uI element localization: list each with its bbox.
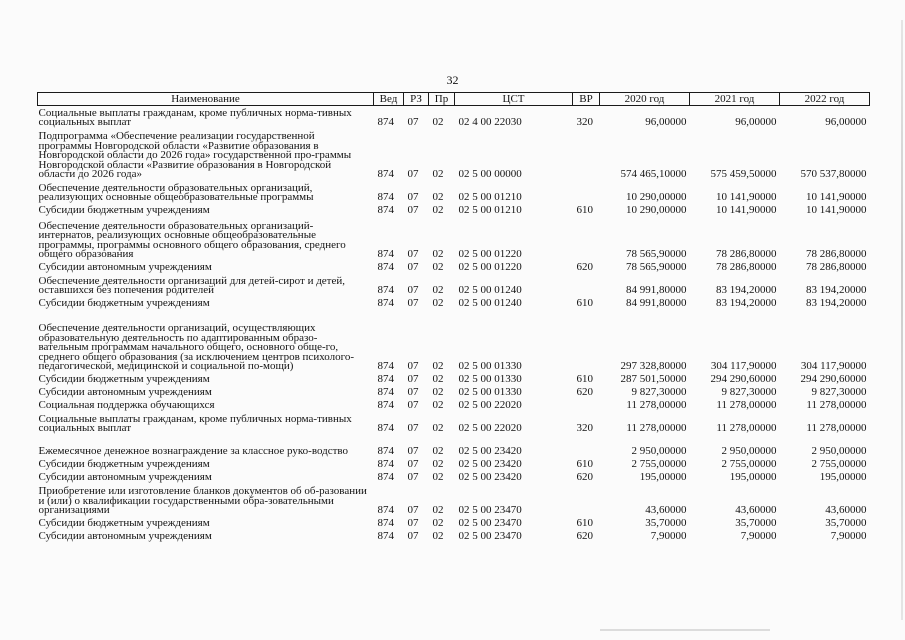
row-cst: 02 5 00 01210 — [458, 191, 522, 204]
row-pr: 02 — [432, 386, 444, 399]
row-vr — [573, 310, 600, 373]
row-ved: 874 — [377, 399, 394, 412]
row-vr: 610 — [576, 373, 593, 386]
row-2022: 11 278,00000 — [806, 399, 867, 412]
row-2021: 83 194,20000 — [716, 284, 777, 297]
header-pr: Пр — [429, 93, 455, 106]
row-2021: 78 286,80000 — [716, 248, 777, 261]
row-2020: 195,00000 — [639, 471, 687, 484]
scan-smudge — [600, 629, 770, 631]
row-name: Обеспечение деятельности образовательных организаций, реализующих основные общеобразовательные программы — [38, 181, 314, 204]
row-pr: 02 — [432, 471, 444, 484]
row-rz: 07 — [407, 458, 419, 471]
table-row — [38, 471, 870, 484]
table-row — [38, 386, 870, 399]
row-pr: 02 — [432, 530, 444, 543]
row-pr: 02 — [432, 504, 444, 517]
row-ved: 874 — [377, 360, 394, 373]
table-row — [38, 106, 870, 130]
row-2020: 2 755,00000 — [631, 458, 687, 471]
row-2021: 195,00000 — [729, 471, 777, 484]
row-cst: 02 5 00 01220 — [458, 248, 522, 261]
row-cst: 02 5 00 23420 — [458, 471, 522, 484]
row-rz: 07 — [407, 422, 419, 435]
row-rz: 07 — [407, 168, 419, 181]
row-vr — [573, 484, 600, 517]
row-vr: 610 — [576, 204, 593, 217]
row-pr: 02 — [432, 284, 444, 297]
row-2021: 35,70000 — [735, 517, 777, 530]
table-row — [38, 399, 870, 412]
row-rz: 07 — [407, 248, 419, 261]
row-name: Обеспечение деятельности организаций, осуществляющих образовательную деятельность по адаптированным образо-вательным программам начального общего, основного обще-го, среднего общего образования (за исключением центров психолого-педагогической, медицинской и социальной по-мощи) — [38, 322, 355, 373]
row-2021: 96,00000 — [735, 116, 777, 129]
row-rz: 07 — [407, 297, 419, 310]
row-rz: 07 — [407, 116, 419, 129]
row-name: Субсидии бюджетным учреждениям — [38, 458, 210, 471]
row-rz: 07 — [407, 530, 419, 543]
table-row — [38, 373, 870, 386]
row-cst: 02 5 00 00000 — [458, 168, 522, 181]
row-vr: 620 — [576, 530, 593, 543]
row-ved: 874 — [377, 530, 394, 543]
row-vr: 610 — [576, 458, 593, 471]
row-2021: 9 827,30000 — [721, 386, 777, 399]
row-vr: 610 — [576, 517, 593, 530]
table-row — [38, 274, 870, 297]
row-2021: 10 141,90000 — [716, 204, 777, 217]
row-2021: 11 278,00000 — [716, 422, 777, 435]
table-row — [38, 204, 870, 217]
row-2022: 195,00000 — [819, 471, 867, 484]
row-2020: 11 278,00000 — [626, 399, 687, 412]
row-ved: 874 — [377, 168, 394, 181]
row-2022: 294 290,60000 — [800, 373, 867, 386]
row-name: Субсидии автономным учреждениям — [38, 261, 212, 274]
row-vr: 610 — [576, 297, 593, 310]
row-2020: 10 290,00000 — [626, 191, 687, 204]
row-pr: 02 — [432, 422, 444, 435]
row-pr: 02 — [432, 261, 444, 274]
table-row — [38, 129, 870, 181]
row-2020: 7,90000 — [650, 530, 687, 543]
row-2020: 78 565,90000 — [626, 261, 687, 274]
row-vr — [573, 274, 600, 297]
row-pr: 02 — [432, 360, 444, 373]
row-2022: 7,90000 — [830, 530, 867, 543]
row-cst: 02 5 00 01220 — [458, 261, 522, 274]
row-rz: 07 — [407, 373, 419, 386]
row-pr: 02 — [432, 458, 444, 471]
row-ved: 874 — [377, 261, 394, 274]
header-2020: 2020 год — [600, 93, 690, 106]
row-cst: 02 5 00 01330 — [458, 360, 522, 373]
row-ved: 874 — [377, 248, 394, 261]
row-rz: 07 — [407, 386, 419, 399]
row-2021: 304 117,90000 — [710, 360, 777, 373]
row-name: Социальные выплаты гражданам, кроме публичных норма-тивных социальных выплат — [38, 412, 352, 435]
row-rz: 07 — [407, 360, 419, 373]
row-name: Субсидии автономным учреждениям — [38, 386, 212, 399]
header-ved: Вед — [374, 93, 404, 106]
table-body — [38, 106, 870, 544]
row-ved: 874 — [377, 517, 394, 530]
row-rz: 07 — [407, 191, 419, 204]
row-2021: 10 141,90000 — [716, 191, 777, 204]
row-pr: 02 — [432, 168, 444, 181]
row-ved: 874 — [377, 116, 394, 129]
row-2022: 96,00000 — [825, 116, 867, 129]
row-2021: 83 194,20000 — [716, 297, 777, 310]
row-2022: 10 141,90000 — [806, 191, 867, 204]
row-2021: 2 950,00000 — [721, 445, 777, 458]
row-2022: 35,70000 — [825, 517, 867, 530]
row-rz: 07 — [407, 504, 419, 517]
row-rz: 07 — [407, 284, 419, 297]
table-row — [38, 458, 870, 471]
row-pr: 02 — [432, 191, 444, 204]
row-ved: 874 — [377, 191, 394, 204]
row-name: Подпрограмма «Обеспечение реализации государственной программы Новгородской области «Развитие образования в Новгородской области до 2026 года» государственной про-граммы Новгородской области «Развитие образования в Новгородской области до 2026 года» — [38, 130, 352, 181]
row-name: Приобретение или изготовление бланков документов об об-разовании и (или) о квалификации государственными обра-зовательными организациями — [38, 485, 367, 517]
header-rz: РЗ — [404, 93, 429, 106]
page-number: 32 — [446, 73, 459, 87]
row-2022: 43,60000 — [825, 504, 867, 517]
row-pr: 02 — [432, 297, 444, 310]
row-2020: 96,00000 — [645, 116, 687, 129]
table-header-row — [38, 93, 870, 106]
row-2021: 7,90000 — [740, 530, 777, 543]
row-ved: 874 — [377, 458, 394, 471]
header-name: Наименование — [38, 93, 374, 106]
row-rz: 07 — [407, 445, 419, 458]
row-vr: 620 — [576, 261, 593, 274]
row-cst: 02 5 00 01330 — [458, 386, 522, 399]
row-cst: 02 5 00 23420 — [458, 458, 522, 471]
table-row — [38, 530, 870, 543]
row-2022: 304 117,90000 — [800, 360, 867, 373]
row-pr: 02 — [432, 248, 444, 261]
row-pr: 02 — [432, 116, 444, 129]
row-2022: 78 286,80000 — [806, 248, 867, 261]
row-2022: 83 194,20000 — [806, 297, 867, 310]
row-ved: 874 — [377, 284, 394, 297]
row-cst: 02 5 00 23470 — [458, 530, 522, 543]
table-row — [38, 517, 870, 530]
row-rz: 07 — [407, 517, 419, 530]
row-2020: 10 290,00000 — [626, 204, 687, 217]
row-cst: 02 5 00 01240 — [458, 284, 522, 297]
table-row — [38, 297, 870, 310]
row-ved: 874 — [377, 471, 394, 484]
row-2020: 287 501,50000 — [620, 373, 687, 386]
row-vr — [573, 217, 600, 261]
row-ved: 874 — [377, 373, 394, 386]
row-cst: 02 5 00 01330 — [458, 373, 522, 386]
row-name: Субсидии бюджетным учреждениям — [38, 373, 210, 386]
row-2020: 43,60000 — [645, 504, 687, 517]
row-2022: 83 194,20000 — [806, 284, 867, 297]
table-row — [38, 181, 870, 204]
row-2021: 294 290,60000 — [710, 373, 777, 386]
row-2020: 84 991,80000 — [626, 297, 687, 310]
row-vr — [573, 181, 600, 204]
table-row — [38, 310, 870, 373]
row-2021: 575 459,50000 — [710, 168, 777, 181]
row-name: Субсидии бюджетным учреждениям — [38, 297, 210, 310]
row-name: Ежемесячное денежное вознаграждение за классное руко-водство — [38, 445, 349, 458]
row-2022: 2 950,00000 — [811, 445, 867, 458]
row-name: Социальные выплаты гражданам, кроме публичных норма-тивных социальных выплат — [38, 106, 352, 129]
row-ved: 874 — [377, 386, 394, 399]
row-ved: 874 — [377, 422, 394, 435]
row-rz: 07 — [407, 399, 419, 412]
row-cst: 02 5 00 01210 — [458, 204, 522, 217]
row-name: Субсидии бюджетным учреждениям — [38, 204, 210, 217]
row-name: Обеспечение деятельности образовательных организаций-интернатов, реализующих основные общеобразовательные программы, программы основного общего образования, среднего общего образования — [38, 219, 346, 261]
row-vr — [573, 399, 600, 412]
row-name: Субсидии автономным учреждениям — [38, 530, 212, 543]
row-ved: 874 — [377, 445, 394, 458]
row-2022: 78 286,80000 — [806, 261, 867, 274]
row-2022: 570 537,80000 — [800, 168, 867, 181]
row-vr: 320 — [576, 422, 593, 435]
header-vr: ВР — [573, 93, 600, 106]
row-cst: 02 5 00 01240 — [458, 297, 522, 310]
row-vr — [573, 129, 600, 181]
row-2020: 9 827,30000 — [631, 386, 687, 399]
row-cst: 02 5 00 23420 — [458, 445, 522, 458]
header-cst: ЦСТ — [455, 93, 573, 106]
row-vr: 620 — [576, 386, 593, 399]
row-vr — [573, 435, 600, 458]
row-ved: 874 — [377, 297, 394, 310]
row-name: Обеспечение деятельности организаций для детей-сирот и детей, оставшихся без попечения родителей — [38, 274, 346, 297]
row-2022: 9 827,30000 — [811, 386, 867, 399]
row-2021: 78 286,80000 — [716, 261, 777, 274]
row-2022: 10 141,90000 — [806, 204, 867, 217]
row-pr: 02 — [432, 399, 444, 412]
row-rz: 07 — [407, 471, 419, 484]
row-cst: 02 5 00 23470 — [458, 504, 522, 517]
row-pr: 02 — [432, 445, 444, 458]
row-name: Субсидии автономным учреждениям — [38, 471, 212, 484]
row-rz: 07 — [407, 261, 419, 274]
row-pr: 02 — [432, 373, 444, 386]
scan-edge-shadow — [901, 20, 903, 620]
row-ved: 874 — [377, 204, 394, 217]
budget-table — [37, 92, 870, 543]
table-row — [38, 484, 870, 517]
row-vr: 320 — [576, 116, 593, 129]
row-2020: 35,70000 — [645, 517, 687, 530]
row-2022: 2 755,00000 — [811, 458, 867, 471]
row-2021: 11 278,00000 — [716, 399, 777, 412]
row-2020: 78 565,90000 — [626, 248, 687, 261]
row-ved: 874 — [377, 504, 394, 517]
row-2020: 84 991,80000 — [626, 284, 687, 297]
table-row — [38, 435, 870, 458]
row-cst: 02 5 00 22020 — [458, 422, 522, 435]
row-vr: 620 — [576, 471, 593, 484]
row-pr: 02 — [432, 204, 444, 217]
row-rz: 07 — [407, 204, 419, 217]
row-name: Социальная поддержка обучающихся — [38, 399, 215, 412]
header-2021: 2021 год — [690, 93, 780, 106]
row-cst: 02 4 00 22030 — [458, 116, 522, 129]
table-row — [38, 217, 870, 261]
header-2022: 2022 год — [780, 93, 870, 106]
row-2020: 11 278,00000 — [626, 422, 687, 435]
row-2020: 297 328,80000 — [620, 360, 687, 373]
row-2021: 43,60000 — [735, 504, 777, 517]
row-2021: 2 755,00000 — [721, 458, 777, 471]
table-row — [38, 261, 870, 274]
row-name: Субсидии бюджетным учреждениям — [38, 517, 210, 530]
row-2020: 574 465,10000 — [620, 168, 687, 181]
row-2022: 11 278,00000 — [806, 422, 867, 435]
row-pr: 02 — [432, 517, 444, 530]
table-row — [38, 412, 870, 435]
row-cst: 02 5 00 22020 — [458, 399, 522, 412]
row-2020: 2 950,00000 — [631, 445, 687, 458]
row-cst: 02 5 00 23470 — [458, 517, 522, 530]
